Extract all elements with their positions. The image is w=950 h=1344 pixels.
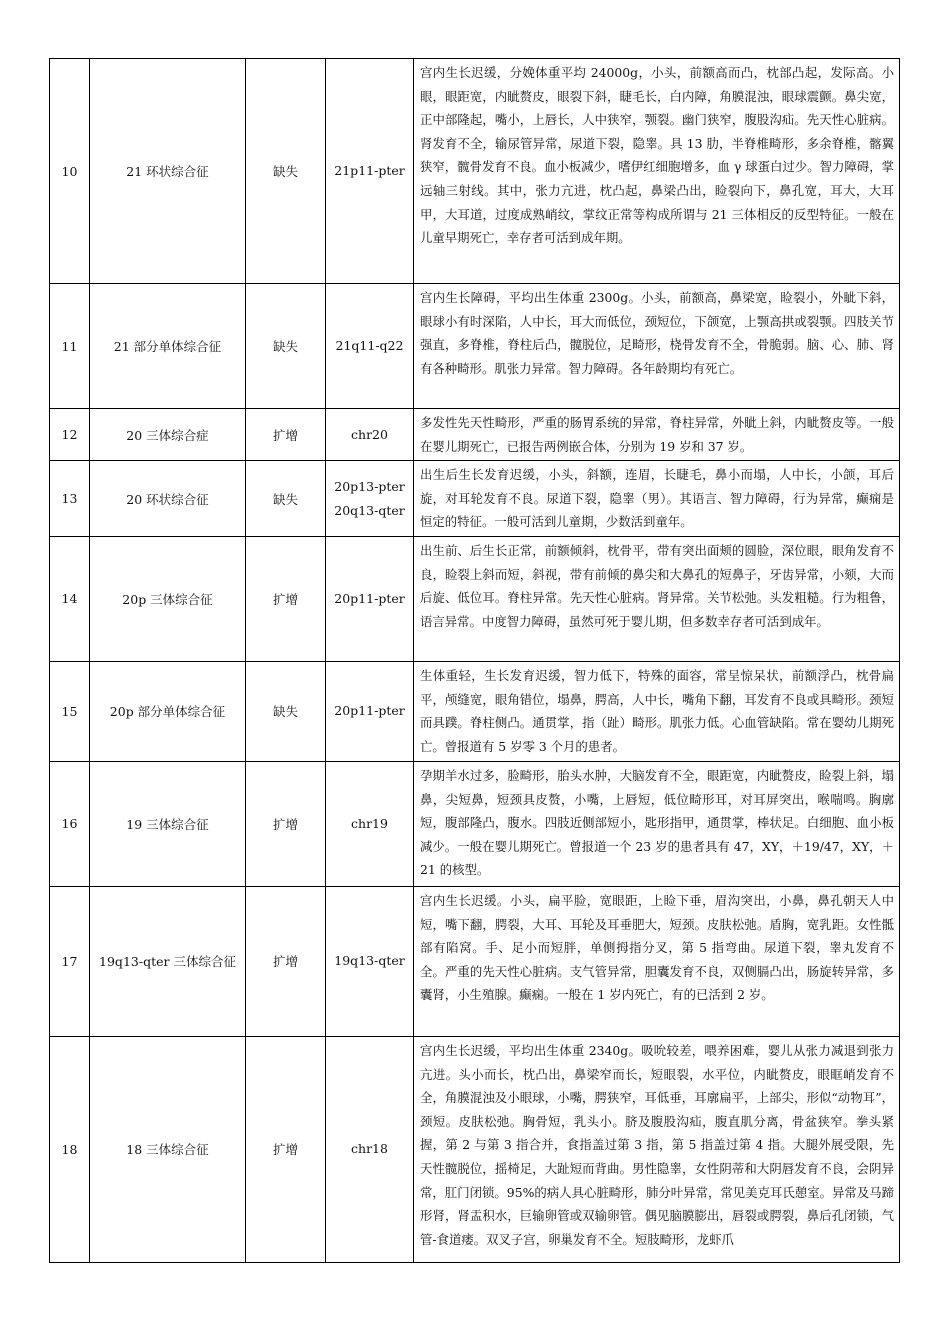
chromosome-location — [326, 761, 414, 886]
table-body — [50, 59, 900, 1263]
location-line: 20q13-qter — [334, 502, 405, 518]
syndrome-name: 18 三体综合征 — [90, 1036, 246, 1262]
variation-type: 扩增 — [246, 886, 326, 1036]
table-row — [50, 536, 900, 661]
syndrome-name: 19 三体综合征 — [90, 761, 246, 886]
table-row — [50, 661, 900, 761]
table-row — [50, 886, 900, 1036]
location-line: 20p13-pter — [334, 478, 405, 494]
clinical-description: 宫内生长障碍，平均出生体重 2300g。小头，前额高，鼻梁宽，睑裂小，外眦下斜，眼球小有时深陷，人中长，耳大而低位，颈短位，下颌宽，上颚高拱或裂颚。四肢关节强直，多脊椎，脊柱后凸，髋脱位，足畸形，桡骨发育不全，骨脆弱。脑、心、肺、肾有各种畸形。肌张力异常。智力障碍。各年龄期均有死亡。 — [414, 284, 900, 409]
location-line: 21p11-pter — [334, 163, 405, 178]
syndrome-name: 19q13-qter 三体综合征 — [90, 886, 246, 1036]
location-line: chr19 — [351, 815, 388, 831]
row-number: 17 — [50, 886, 90, 1036]
clinical-description: 孕期羊水过多，脸畸形，胎头水肿，大脑发育不全，眼距宽，内眦赘皮，睑裂上斜，塌鼻，尖短鼻，短颈具皮赘，小嘴，上唇短，低位畸形耳，对耳屏突出，喉喘鸣。胸廓短，腹部隆凸，腹水。四肢近侧部短小，匙形指甲，通贯掌，棒状足。白细胞、血小板减少。一般在婴儿期死亡。曾报道一个 23 岁的患者具有 47，XY，＋19/47，XY，＋21 的核型。 — [414, 761, 900, 886]
syndrome-name: 21 环状综合征 — [90, 59, 246, 284]
syndrome-name: 20p 三体综合征 — [90, 536, 246, 661]
clinical-description: 出生前、后生长正常，前额倾斜，枕骨平，带有突出面颊的圆脸，深位眼，眼角发育不良，睑裂上斜而短，斜视，带有前倾的鼻尖和大鼻孔的短鼻子，牙齿异常，小颏，大而后旋、低位耳。脊柱异常。先天性心脏病。肾异常。关节松弛。头发粗糙。行为粗鲁，语言异常。中度智力障碍，虽然可死于婴儿期，但多数幸存者可活到成年。 — [414, 536, 900, 661]
row-number: 15 — [50, 661, 90, 761]
clinical-description: 生体重轻，生长发育迟缓，智力低下，特殊的面容，常呈惊呆状，前额浮凸，枕骨扁平，颅缝宽，眼角错位，塌鼻，腭高，人中长，嘴角下翻，耳发育不良或具畸形。颈短而具蹼。脊柱侧凸。通贯掌，指（趾）畸形。肌张力低。心血管缺陷。常在婴幼儿期死亡。曾报道有 5 岁零 3 个月的患者。 — [414, 661, 900, 761]
location-line: 19q13-qter — [334, 953, 405, 969]
chromosome-location — [326, 536, 414, 661]
variation-type: 缺失 — [246, 461, 326, 537]
row-number: 10 — [50, 59, 90, 284]
syndrome-name: 20 三体综合症 — [90, 409, 246, 461]
table-row — [50, 284, 900, 409]
clinical-description: 出生后生长发育迟缓，小头，斜额，连眉，长睫毛，鼻小而塌，人中长，小颌，耳后旋，对耳轮发育不良。尿道下裂，隐睾（男）。其语言、智力障碍，行为异常，癫痫是恒定的特征。一般可活到儿童期，少数活到童年。 — [414, 461, 900, 537]
variation-type: 缺失 — [246, 59, 326, 284]
chromosome-location — [326, 1036, 414, 1262]
chromosome-location — [326, 409, 414, 461]
chromosome-location — [326, 886, 414, 1036]
chromosome-location — [326, 661, 414, 761]
table-row — [50, 59, 900, 284]
location-line: chr20 — [351, 426, 388, 442]
syndrome-name: 21 部分单体综合征 — [90, 284, 246, 409]
variation-type: 扩增 — [246, 409, 326, 461]
location-line: 20p11-pter — [334, 703, 405, 719]
variation-type: 扩增 — [246, 761, 326, 886]
table-row — [50, 1036, 900, 1262]
row-number: 16 — [50, 761, 90, 886]
variation-type: 扩增 — [246, 536, 326, 661]
clinical-description: 宫内生长迟缓。小头，扁平脸，宽眼距，上睑下垂，眉沟突出，小鼻，鼻孔朝天人中短，嘴下翻，腭裂，大耳、耳轮及耳垂肥大，短颈。皮肤松弛。盾胸，宽乳距。女性骶部有陷窝。手、足小而短胖，单侧拇指分叉，第 5 指弯曲。尿道下裂，睾丸发育不全。严重的先天性心脏病。支气管异常，胆囊发育不良，双侧膈凸出，肠旋转异常，多囊肾，小生殖腺。癫痫。一般在 1 岁内死亡，有的已活到 2 岁。 — [414, 886, 900, 1036]
clinical-description: 多发性先天性畸形，严重的肠胃系统的异常，脊柱异常，外眦上斜，内眦赘皮等。一般在婴儿期死亡，已报告两例嵌合体，分别为 19 岁和 37 岁。 — [414, 409, 900, 461]
clinical-description: 宫内生长迟缓，分娩体重平均 24000g，小头，前额高而凸，枕部凸起，发际高。小眼，眼距宽，内眦赘皮，眼裂下斜，睫毛长，白内障，角膜混浊，眼球震颤。鼻尖宽，正中部隆起，嘴小，上唇长，人中狭窄，颚裂。幽门狭窄，腹股沟疝。先天性心脏病。肾发育不全，输尿管异常，尿道下裂，隐睾。具 13 肋，半脊椎畸形，多余脊椎，髂翼狭窄，髋骨发育不良。血小板减少，嗜伊红细胞增多，血 γ 球蛋白过少。智力障碍，掌远轴三射线。其中，张力亢进，枕凸起，鼻梁凸出，睑裂向下，鼻孔宽，耳大，大耳甲，大耳道，过度成熟峭纹，掌纹正常等构成所谓与 21 三体相反的反型特征。一般在儿童早期死亡，幸存者可活到成年期。 — [414, 59, 900, 284]
row-number: 18 — [50, 1036, 90, 1262]
syndrome-table-page — [49, 58, 899, 1263]
variation-type: 缺失 — [246, 284, 326, 409]
clinical-description: 宫内生长迟缓，平均出生体重 2340g。吸吮较差，喂养困难，婴儿从张力减退到张力亢进。头小而长，枕凸出，鼻梁窄而长，短眼裂，水平位，内眦赘皮，眼眶峭发育不全，角膜混浊及小眼球，小嘴，腭狭窄，耳低垂，耳廓扁平，上部尖，形似“动物耳”，颈短。皮肤松弛。胸骨短，乳头小。脐及腹股沟疝，腹直肌分离，骨盆狭窄。拳头紧握，第 2 与第 3 指合并，食指盖过第 3 指，第 5 指盖过第 4 指。大腿外展受限，先天性髋脱位，摇椅足，大趾短而背曲。男性隐睾，女性阴蒂和大阴唇发育不良，会阴异常，肛门闭锁。95%的病人具心脏畸形，肺分叶异常，常见美克耳氏憩室。异常及马蹄形肾，肾盂积水，巨输卵管或双输卵管。偶见脑膜膨出，唇裂或腭裂，鼻后孔闭锁，气管-食道瘘。双叉子宫，卵巢发育不全。短肢畸形，龙虾爪 — [414, 1036, 900, 1262]
location-line: 21q11-q22 — [335, 338, 404, 353]
variation-type: 扩增 — [246, 1036, 326, 1262]
chromosome-location — [326, 59, 414, 284]
row-number: 11 — [50, 284, 90, 409]
row-number: 12 — [50, 409, 90, 461]
location-line: chr18 — [351, 1141, 388, 1157]
chromosome-location — [326, 284, 414, 409]
syndrome-name: 20 环状综合征 — [90, 461, 246, 537]
syndrome-table — [49, 58, 900, 1263]
location-line: 20p11-pter — [334, 590, 405, 606]
syndrome-name: 20p 部分单体综合征 — [90, 661, 246, 761]
chromosome-location — [326, 461, 414, 537]
row-number: 13 — [50, 461, 90, 537]
variation-type: 缺失 — [246, 661, 326, 761]
table-row — [50, 761, 900, 886]
row-number: 14 — [50, 536, 90, 661]
table-row — [50, 409, 900, 461]
table-row — [50, 461, 900, 537]
